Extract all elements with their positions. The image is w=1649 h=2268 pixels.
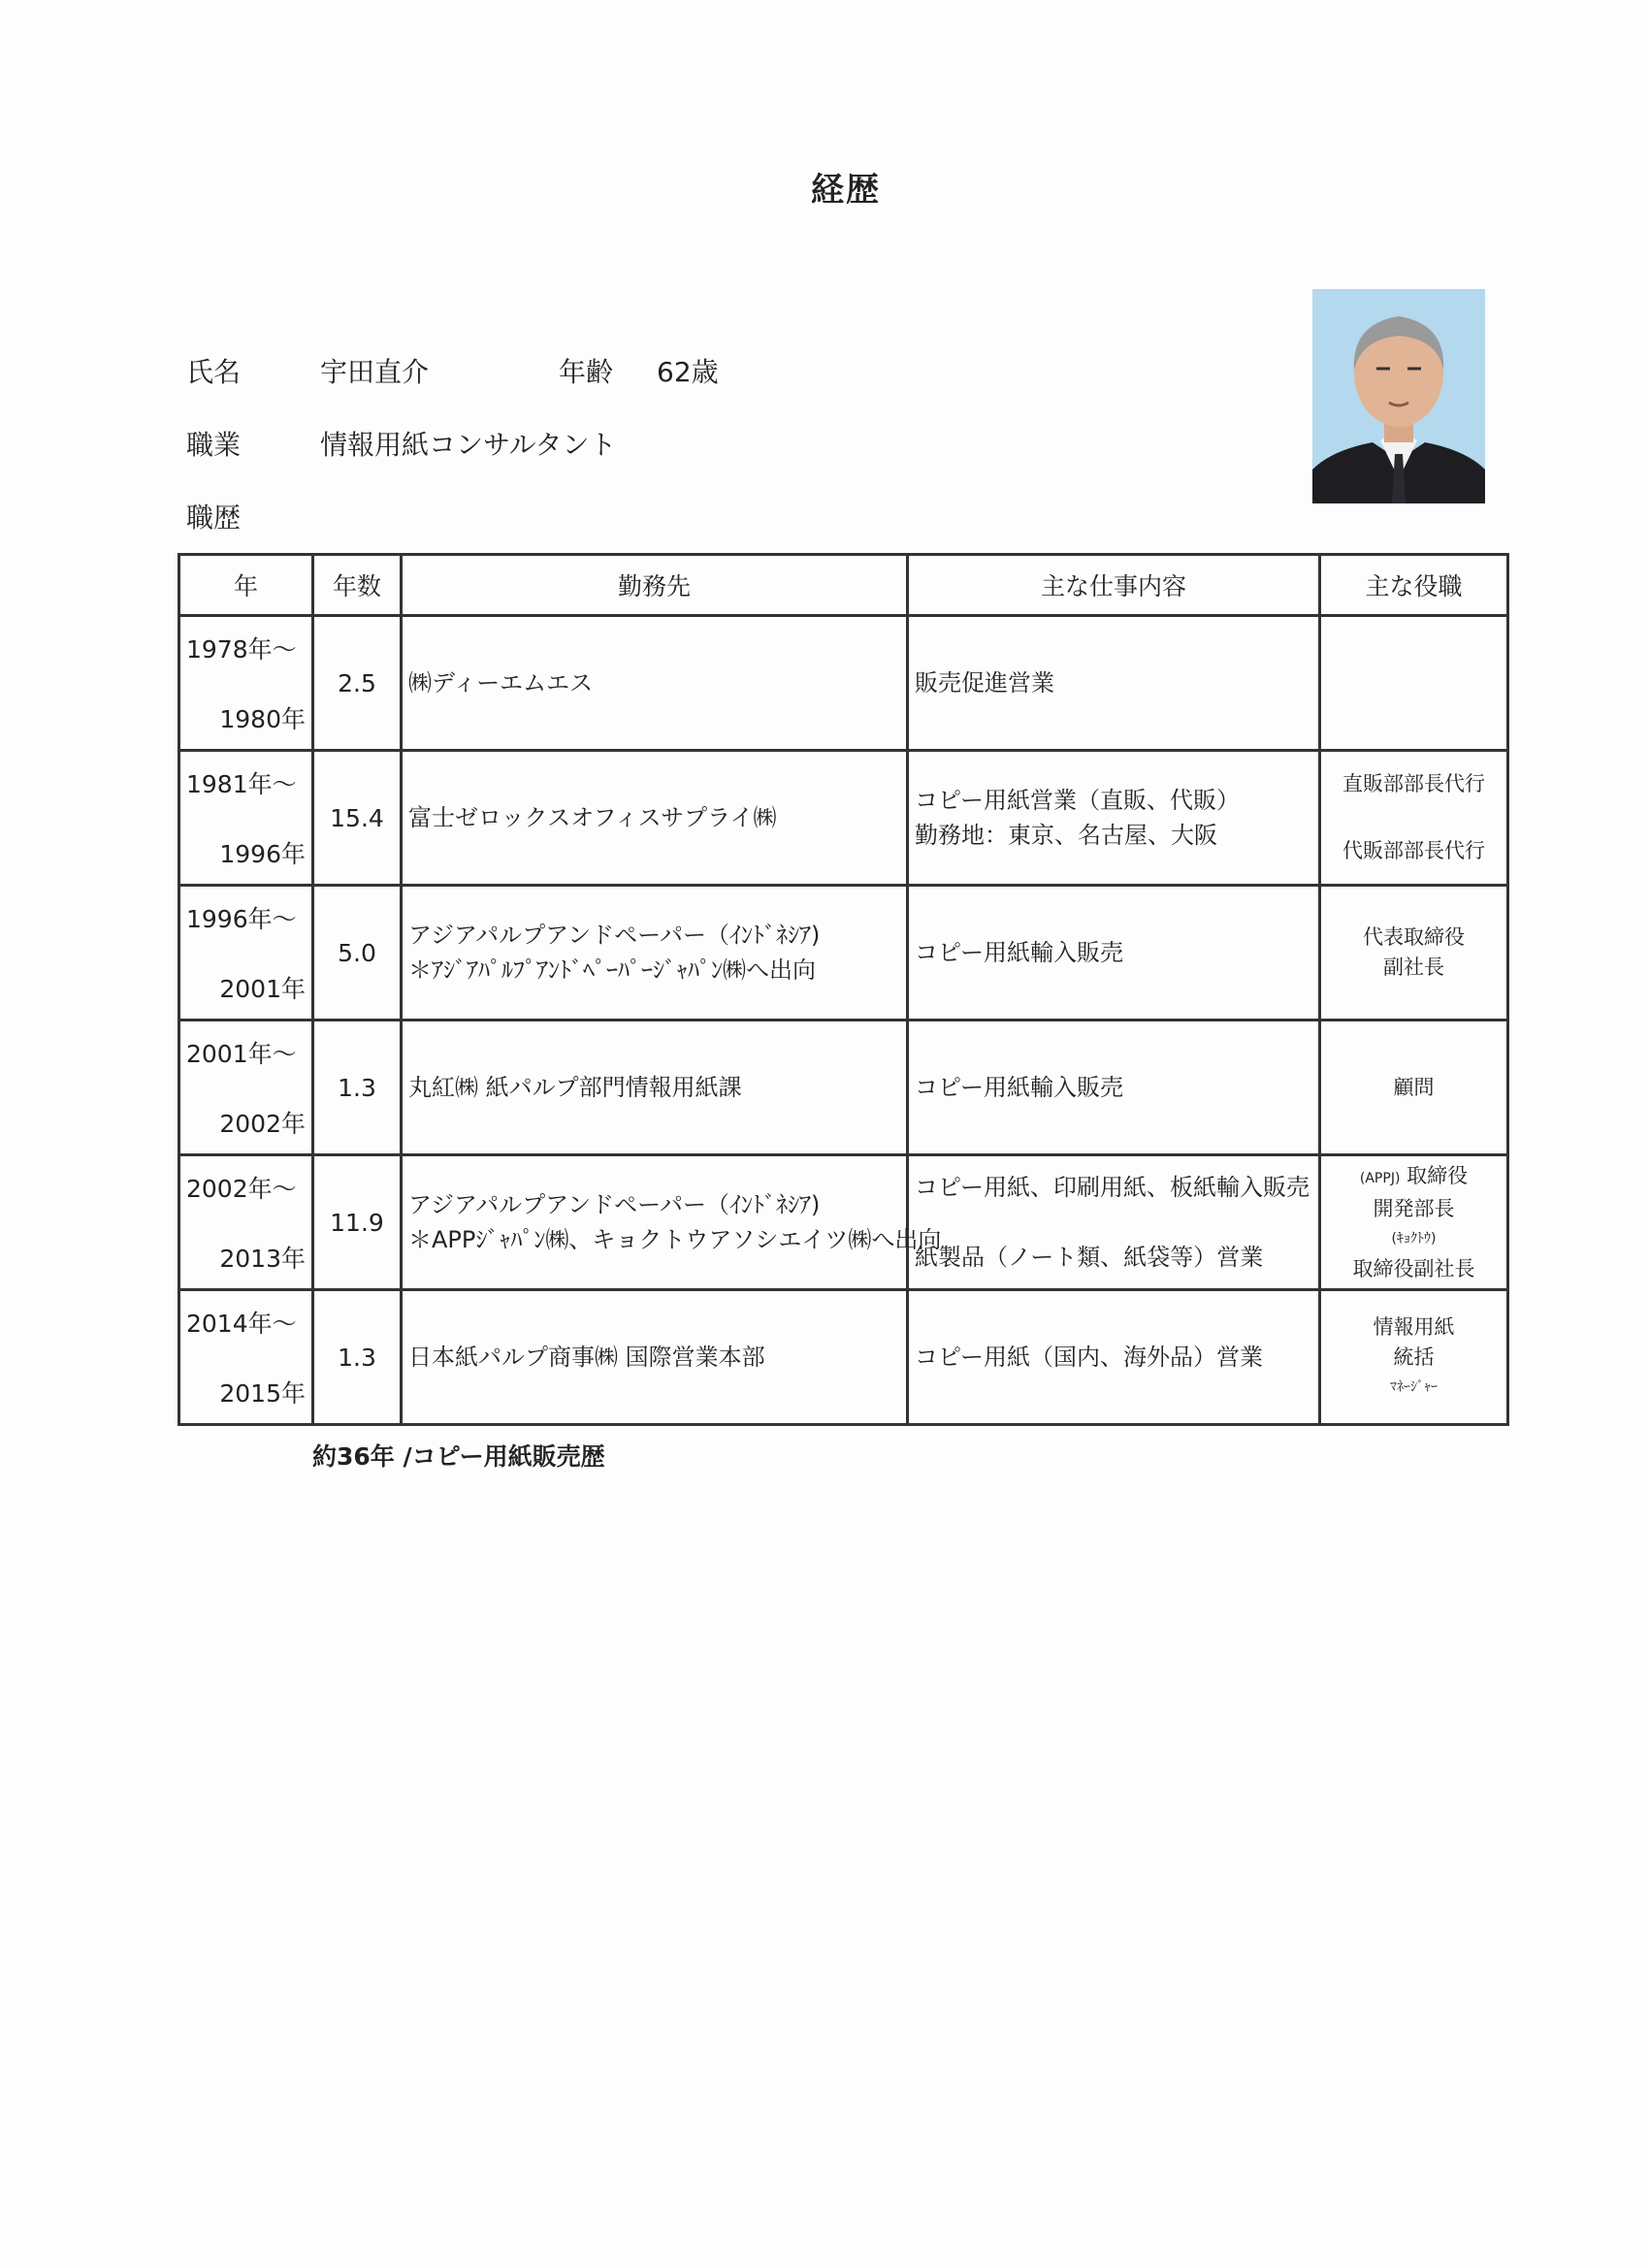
position-line: 開発部長 — [1373, 1196, 1455, 1220]
work-line: コピー用紙輸入販売 — [915, 1074, 1124, 1101]
header-company: 勤務先 — [402, 555, 908, 616]
work-line: 紙製品（ノート類、紙袋等）営業 — [915, 1244, 1264, 1271]
end-year: 2013年 — [219, 1245, 306, 1273]
position-cell — [1320, 886, 1508, 1021]
position-prefix: (APPJ) — [1359, 1170, 1401, 1186]
year-range-cell — [179, 1021, 313, 1155]
company-line: 富士ゼロックスオフィスサプライ㈱ — [408, 804, 777, 831]
year-range-cell — [179, 1290, 313, 1425]
end-year: 1980年 — [219, 705, 306, 733]
table-row — [179, 886, 1508, 1021]
name-row — [186, 351, 719, 390]
position-prefix: (ｷｮｸﾄｳ) — [1391, 1230, 1437, 1247]
page-title: 経歴 — [811, 171, 881, 210]
years-count: 1.3 — [313, 1021, 402, 1155]
age-label: 年齢 — [559, 356, 614, 388]
start-year: 2014年～ — [186, 1310, 297, 1338]
years-count: 2.5 — [313, 616, 402, 751]
start-year: 2001年～ — [186, 1040, 297, 1068]
position-line: 統括 — [1393, 1345, 1435, 1369]
company-line: アジアパルプアンドペーパー（ｲﾝﾄﾞﾈｼｱ) — [408, 1191, 821, 1218]
table-row — [179, 616, 1508, 751]
end-year: 2015年 — [219, 1379, 306, 1408]
company-line: 丸紅㈱ 紙パルプ部門情報用紙課 — [408, 1074, 742, 1101]
table-row — [179, 1155, 1508, 1290]
company-cell — [402, 886, 908, 1021]
position-line — [1327, 1161, 1501, 1194]
position-cell — [1320, 751, 1508, 886]
work-line: コピー用紙、印刷用紙、板紙輸入販売 — [915, 1174, 1310, 1201]
end-year: 1996年 — [219, 840, 306, 868]
name-value: 宇田直介 — [320, 356, 430, 388]
work-line: 勤務地：東京、名古屋、大阪 — [915, 822, 1217, 849]
position-line: 代販部部長代行 — [1342, 839, 1485, 862]
company-cell — [402, 751, 908, 886]
header-position: 主な役職 — [1320, 555, 1508, 616]
header-years: 年数 — [313, 555, 402, 616]
position-line: 情報用紙 — [1373, 1314, 1455, 1339]
start-year: 1978年～ — [186, 635, 297, 664]
header-year: 年 — [179, 555, 313, 616]
position-line: 代表取締役 — [1363, 925, 1465, 949]
portrait-photo — [1312, 289, 1485, 503]
company-line: アジアパルプアンドペーパー（ｲﾝﾄﾞﾈｼｱ) — [408, 922, 821, 949]
work-line: コピー用紙営業（直販、代販） — [915, 787, 1241, 814]
age-value: 62歳 — [657, 356, 719, 388]
years-count: 11.9 — [313, 1155, 402, 1290]
company-cell — [402, 1290, 908, 1425]
work-cell — [908, 886, 1320, 1021]
portrait-illustration — [1312, 289, 1485, 503]
year-range-cell — [179, 751, 313, 886]
work-cell — [908, 1155, 1320, 1290]
work-cell — [908, 1290, 1320, 1425]
company-line: ＊ｱｼﾞｱﾊﾟﾙﾌﾟｱﾝﾄﾞﾍﾟｰﾊﾟｰｼﾞｬﾊﾟﾝ㈱へ出向 — [408, 956, 816, 984]
position-cell — [1320, 616, 1508, 751]
position-line: 顧問 — [1393, 1075, 1435, 1099]
year-range-cell — [179, 1155, 313, 1290]
position-line: 副社長 — [1383, 956, 1444, 979]
position-cell — [1320, 1155, 1508, 1290]
position-line: 直販部部長代行 — [1342, 772, 1485, 795]
company-cell — [402, 1155, 942, 1290]
years-count: 5.0 — [313, 886, 402, 1021]
years-count: 1.3 — [313, 1290, 402, 1425]
position-title: 取締役 — [1406, 1163, 1469, 1187]
name-label: 氏名 — [186, 356, 242, 388]
work-line: 販売促進営業 — [915, 669, 1054, 697]
position-cell — [1320, 1021, 1508, 1155]
table-row — [179, 1290, 1508, 1425]
position-line: 取締役副社長 — [1352, 1256, 1475, 1280]
occupation-value: 情報用紙コンサルタント — [320, 429, 617, 461]
career-table — [178, 553, 1509, 1426]
work-line: コピー用紙（国内、海外品）営業 — [915, 1344, 1264, 1371]
work-cell — [908, 751, 1320, 886]
work-cell — [908, 616, 1320, 751]
work-line: コピー用紙輸入販売 — [915, 939, 1124, 966]
table-row — [179, 751, 1508, 886]
years-count: 15.4 — [313, 751, 402, 886]
company-line: ＊APPｼﾞｬﾊﾟﾝ㈱、キョクトウアソシエイツ㈱へ出向 — [408, 1226, 942, 1253]
year-range-cell — [179, 616, 313, 751]
start-year: 2002年～ — [186, 1175, 297, 1203]
occupation-label: 職業 — [186, 429, 242, 461]
company-cell — [402, 1021, 908, 1155]
sales-history-note: 約36年 /コピー用紙販売歴 — [312, 1442, 605, 1471]
table-row — [179, 1021, 1508, 1155]
work-history-label: 職歴 — [186, 502, 242, 534]
company-line: 日本紙パルプ商事㈱ 国際営業本部 — [408, 1344, 765, 1371]
start-year: 1981年～ — [186, 770, 297, 798]
end-year: 2001年 — [219, 975, 306, 1003]
work-cell — [908, 1021, 1320, 1155]
end-year: 2002年 — [219, 1110, 306, 1138]
company-cell — [402, 616, 908, 751]
position-line: ﾏﾈｰｼﾞｬｰ — [1390, 1378, 1438, 1395]
position-cell — [1320, 1290, 1508, 1425]
header-work: 主な仕事内容 — [908, 555, 1320, 616]
company-line: ㈱ディーエムエス — [408, 669, 594, 697]
table-header-row — [179, 555, 1508, 616]
year-range-cell — [179, 886, 313, 1021]
start-year: 1996年～ — [186, 905, 297, 933]
occupation-row — [186, 424, 617, 463]
